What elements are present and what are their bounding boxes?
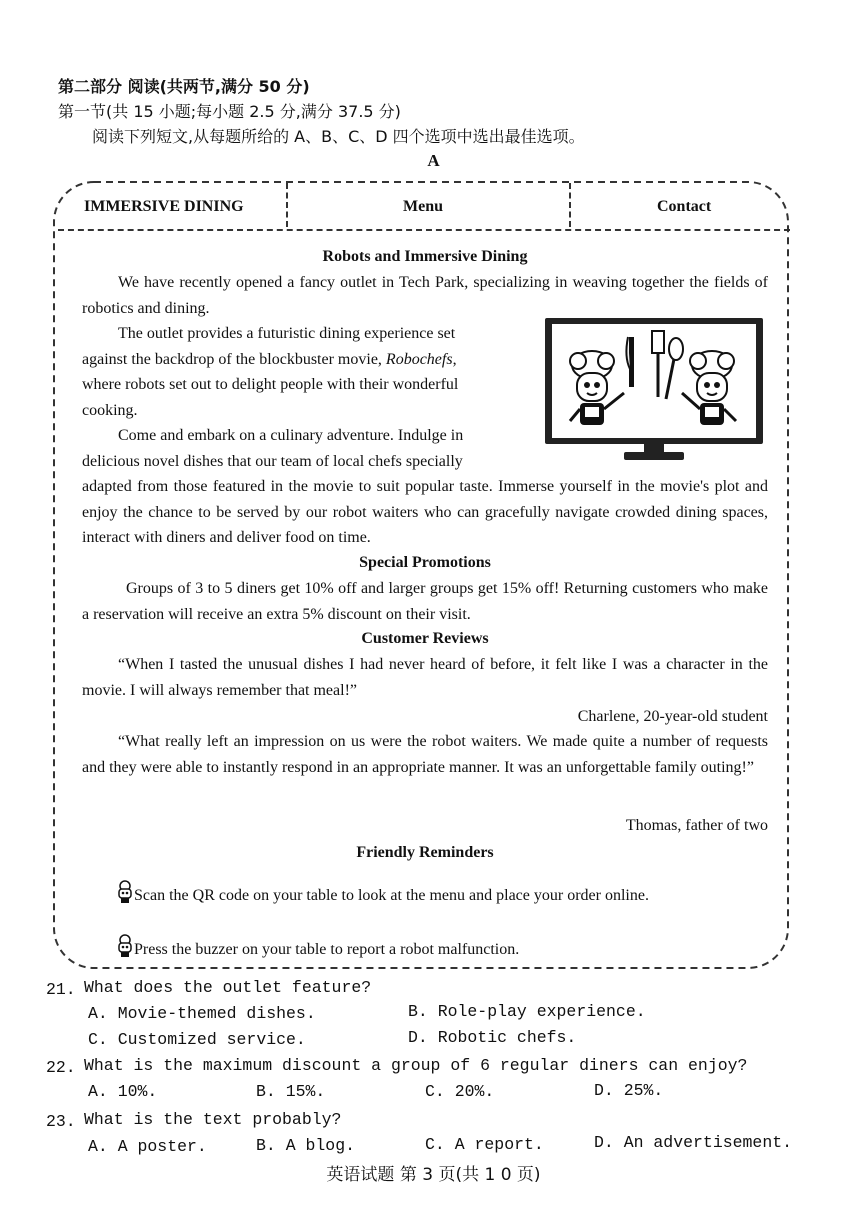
question-number: 23.	[46, 1112, 76, 1131]
option-c[interactable]: C. Customized service.	[88, 1030, 306, 1049]
movie-title: Robochefs	[385, 350, 453, 368]
option-d[interactable]: D. Robotic chefs.	[408, 1028, 577, 1047]
heading-friendly-reminders: Friendly Reminders	[356, 844, 494, 861]
subsection-title: 第一节(共 15 小题;每小题 2.5 分,满分 37.5 分)	[58, 102, 401, 121]
text-line: delicious novel dishes that our team of local chefs specially	[82, 452, 463, 470]
reminder-scan-qr: Scan the QR code on your table to look at the menu and place your order online.	[116, 880, 649, 905]
question-number: 21.	[46, 980, 76, 999]
option-c[interactable]: C. A report.	[425, 1135, 544, 1154]
review-author-charlene: Charlene, 20-year-old student	[577, 708, 768, 725]
review-thomas: “What really left an impression on us were the robot waiters. We made quite a number of requests and they were able to instantly respond in an appropriate manner. It was an unforgettable family outing!”	[82, 733, 768, 776]
question-number: 22.	[46, 1058, 76, 1077]
robot-bullet-icon	[116, 934, 134, 958]
tab-contact[interactable]: Contact	[657, 198, 712, 215]
instruction: 阅读下列短文,从每题所给的 A、B、C、D 四个选项中选出最佳选项。	[92, 127, 585, 146]
text-line: against the backdrop of the blockbuster movie, Robochefs,	[82, 350, 457, 368]
option-a[interactable]: A. Movie-themed dishes.	[88, 1004, 316, 1023]
heading-special-promotions: Special Promotions	[359, 554, 491, 571]
reminder-press-buzzer: Press the buzzer on your table to report a robot malfunction.	[116, 934, 519, 959]
text-line: The outlet provides a futuristic dining experience set	[118, 325, 456, 342]
option-d[interactable]: D. 25%.	[594, 1081, 664, 1100]
text-line: cooking.	[82, 401, 138, 419]
tv-robot-chefs-illustration	[544, 317, 764, 463]
tab-divider	[286, 183, 288, 227]
paragraph-promotions: Groups of 3 to 5 diners get 10% off and larger groups get 15% off! Returning customers who make a reservation will receive an extra 5% discount on their visit.	[82, 580, 768, 623]
option-b[interactable]: B. Role-play experience.	[408, 1002, 646, 1021]
question-stem: What does the outlet feature?	[84, 978, 372, 997]
option-b[interactable]: B. 15%.	[256, 1082, 326, 1101]
review-charlene: “When I tasted the unusual dishes I had never heard of before, it felt like I was a character in the movie. I will always remember that meal!”	[82, 656, 768, 699]
tab-divider	[569, 183, 571, 227]
robot-bullet-icon	[116, 880, 134, 904]
heading-customer-reviews: Customer Reviews	[361, 630, 489, 647]
question-stem: What is the maximum discount a group of 6 regular diners can enjoy?	[84, 1056, 748, 1075]
review-author-thomas: Thomas, father of two	[625, 817, 768, 834]
part-title: 第二部分 阅读(共两节,满分 50 分)	[58, 77, 310, 96]
text-line: Come and embark on a culinary adventure. Indulge in	[118, 427, 464, 444]
option-b[interactable]: B. A blog.	[256, 1136, 356, 1155]
option-c[interactable]: C. 20%.	[425, 1082, 495, 1101]
option-d[interactable]: D. An advertisement.	[594, 1133, 793, 1152]
heading-robots-dining: Robots and Immersive Dining	[322, 248, 528, 265]
paragraph-experience	[82, 321, 502, 474]
tab-immersive-dining[interactable]: IMMERSIVE DINING	[84, 198, 244, 215]
tab-menu[interactable]: Menu	[403, 198, 443, 215]
paragraph-intro: We have recently opened a fancy outlet in Tech Park, specializing in weaving together the fields of robotics and dining.	[82, 274, 768, 317]
text-line: where robots set out to delight people with their wonderful	[82, 376, 459, 393]
passage-letter: A	[427, 151, 440, 170]
question-stem: What is the text probably?	[84, 1110, 342, 1129]
page-footer: 英语试题 第 3 页(共 1 0 页)	[326, 1165, 541, 1185]
paragraph-adventure-cont: adapted from those featured in the movie to suit popular taste. Immerse yourself in the movie's plot and enjoy the chance to be served by our robot waiters who can gracefully navigate crowded dining spaces, interact with diners and deliver food on time.	[82, 478, 768, 546]
nav-underline	[58, 229, 790, 231]
option-a[interactable]: A. 10%.	[88, 1082, 158, 1101]
option-a[interactable]: A. A poster.	[88, 1137, 207, 1156]
